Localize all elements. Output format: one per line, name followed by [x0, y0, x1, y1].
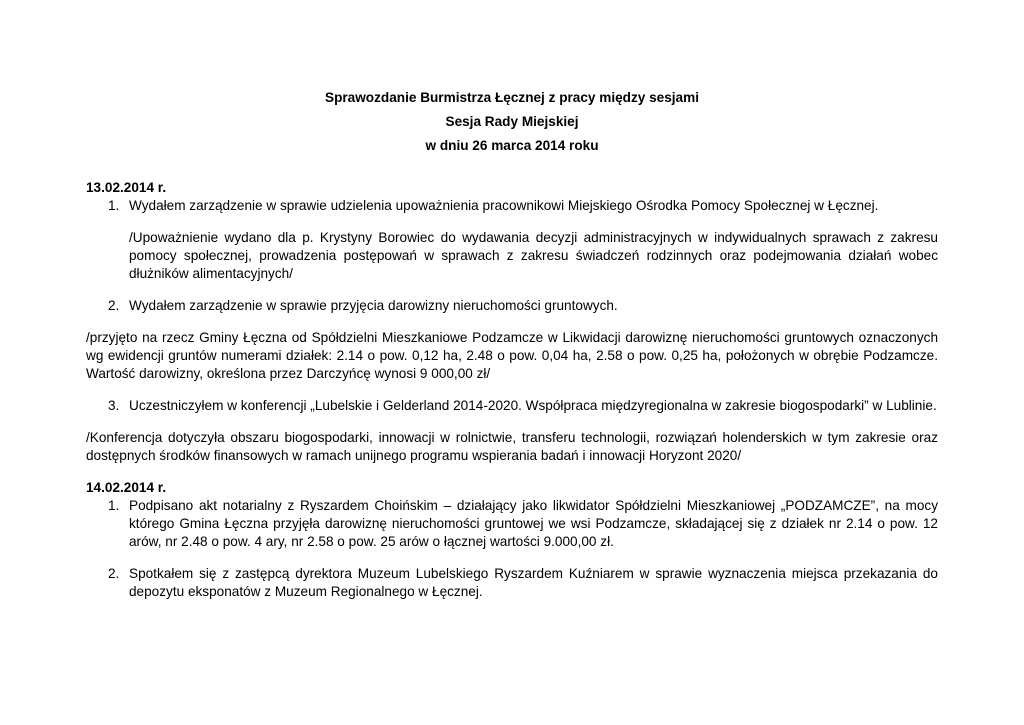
entry-date: 13.02.2014 r. [86, 180, 167, 195]
item-number: 3. [108, 398, 120, 413]
item-text: Wydałem zarządzenie w sprawie udzielenia upoważnienia pracownikowi Miejskiego Ośrodka Pomocy Społecznej w Łęcznej. [129, 198, 879, 213]
item-number: 2. [108, 298, 120, 313]
note-paragraph: /przyjęto na rzecz Gminy Łęczna od Spółdzielni Mieszkaniowe Podzamcze w Likwidacji darowiznę nieruchomości gruntowych oznaczonych wg ewidencji gruntów numerami działek: 2.14 o pow. 0,12 ha, 2.48 o pow. 0,04 ha, 2.58 o pow. 0,25 ha, położonych w obrębie Podzamcze. Wartość darowizny, określona przez Darczyńcę wynosi 9 000,00 zł/ [86, 330, 938, 381]
list-item [86, 397, 938, 415]
list-item [86, 565, 938, 601]
item-text: Wydałem zarządzenie w sprawie przyjęcia darowizny nieruchomości gruntowych. [129, 298, 618, 313]
note-paragraph [86, 229, 938, 283]
item-text: Spotkałem się z zastępcą dyrektora Muzeum Lubelskiego Ryszardem Kuźniarem w sprawie wyznaczenia miejsca przekazania do depozytu eksponatów z Muzeum Regionalnego w Łęcznej. [129, 566, 938, 599]
item-text: Podpisano akt notarialny z Ryszardem Choińskim – działający jako likwidator Spółdzielni Mieszkaniowej „PODZAMCZE”, na mocy którego Gmina Łęczna przyjęła darowiznę nieruchomości gruntowej we wsi Podzamcze, składającej się z działek nr 2.14 o pow. 12 arów, nr 2.48 o pow. 4 ary, nr 2.58 o pow. 25 arów o łącznej wartości 9.000,00 zł. [129, 498, 938, 549]
list-item [86, 297, 938, 315]
item-text: Uczestniczyłem w konferencji „Lubelskie i Gelderland 2014-2020. Współpraca międzyregionalna w zakresie biogospodarki” w Lublinie. [129, 398, 937, 413]
list-item [86, 197, 938, 215]
item-number: 1. [108, 498, 120, 513]
report-body [86, 179, 938, 601]
report-title: Sprawozdanie Burmistrza Łęcznej z pracy między sesjami [325, 90, 699, 105]
session-name: Sesja Rady Miejskiej [445, 114, 579, 129]
report-header [0, 86, 1024, 158]
session-date: w dniu 26 marca 2014 roku [425, 138, 599, 153]
item-number: 1. [108, 198, 120, 213]
list-item [86, 497, 938, 551]
entry-date: 14.02.2014 r. [86, 480, 167, 495]
note-text: /Upoważnienie wydano dla p. Krystyny Borowiec do wydawania decyzji administracyjnych w indywidualnych sprawach z zakresu pomocy społecznej, prowadzenia postępowań w sprawach z zakresu świadczeń rodzinnych oraz podejmowania działań wobec dłużników alimentacyjnych/ [129, 230, 938, 281]
item-number: 2. [108, 566, 120, 581]
note-paragraph: /Konferencja dotyczyła obszaru biogospodarki, innowacji w rolnictwie, transferu technologii, rozwiązań holenderskich w tym zakresie oraz dostępnych środków finansowych w ramach unijnego programu wspierania badań i innowacji Horyzont 2020/ [86, 430, 938, 463]
